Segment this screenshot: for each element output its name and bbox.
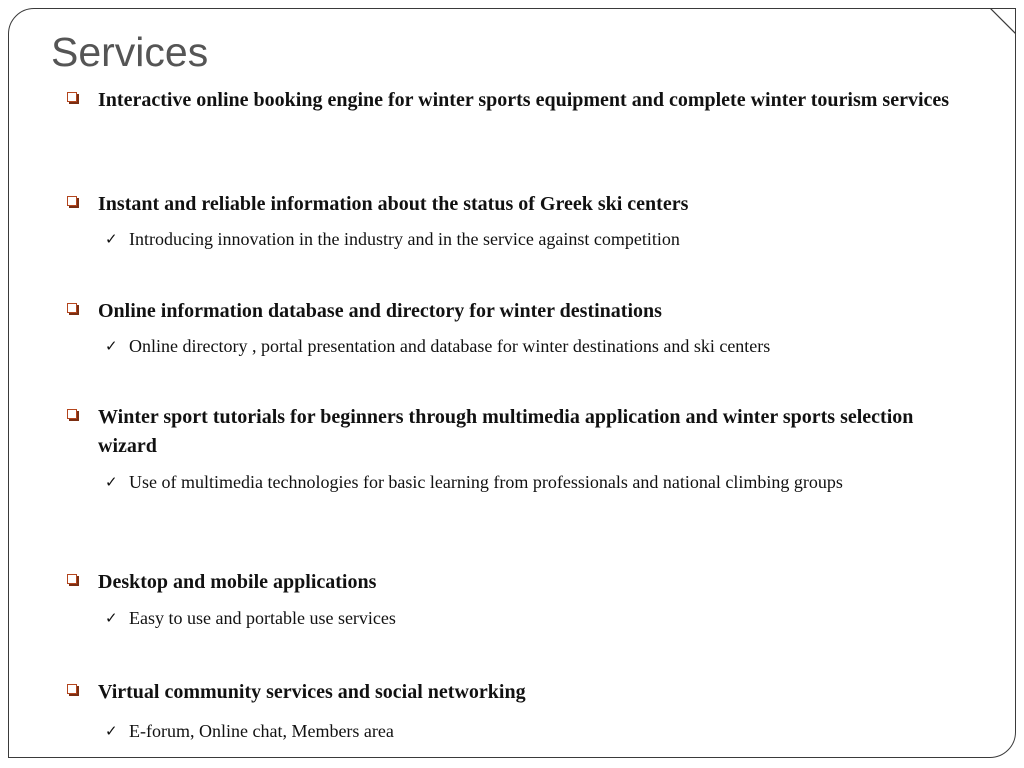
- bullet-item: [67, 678, 955, 707]
- slide-frame: [8, 8, 1016, 758]
- sub-bullet-text: Easy to use and portable use services: [129, 608, 396, 628]
- bullet-item: [67, 190, 955, 219]
- check-mark-icon: ✓: [105, 722, 118, 740]
- slide-content: [9, 9, 1015, 757]
- sub-bullet-item: [105, 225, 955, 254]
- sub-bullet-item: [105, 717, 955, 746]
- square-bullet-icon: [67, 196, 77, 206]
- sub-bullet-text: Online directory , portal presentation and database for winter destinations and ski centers: [129, 336, 771, 356]
- square-bullet-icon: [67, 574, 77, 584]
- check-mark-icon: ✓: [105, 230, 118, 248]
- bullet-item-title: Online information database and directory for winter destinations: [98, 300, 662, 322]
- bullet-item: [67, 86, 955, 115]
- check-mark-icon: ✓: [105, 473, 118, 491]
- bullet-item-title: Instant and reliable information about the status of Greek ski centers: [98, 193, 689, 215]
- bullet-item-title: Desktop and mobile applications: [98, 571, 377, 593]
- bullet-item-title: Virtual community services and social networking: [98, 681, 526, 703]
- bullet-item-title: Interactive online booking engine for winter sports equipment and complete winter tourism services: [98, 89, 950, 111]
- bullet-item: [67, 568, 955, 597]
- sub-bullet-text: Use of multimedia technologies for basic learning from professionals and national climbing groups: [129, 472, 843, 492]
- check-mark-icon: ✓: [105, 337, 118, 355]
- bullet-item: [67, 297, 955, 326]
- sub-bullet-item: [105, 332, 955, 361]
- square-bullet-icon: [67, 303, 77, 313]
- check-mark-icon: ✓: [105, 609, 118, 627]
- square-bullet-icon: [67, 92, 77, 102]
- square-bullet-icon: [67, 409, 77, 419]
- sub-bullet-text: E-forum, Online chat, Members area: [129, 721, 394, 741]
- bullet-item-title: Winter sport tutorials for beginners through multimedia application and winter sports selection wizard: [98, 406, 914, 457]
- sub-bullet-text: Introducing innovation in the industry and in the service against competition: [129, 229, 680, 249]
- sub-bullet-item: [105, 604, 955, 633]
- slide-title: Services: [51, 29, 209, 75]
- square-bullet-icon: [67, 684, 77, 694]
- bullet-item: [67, 403, 955, 461]
- sub-bullet-item: [105, 468, 955, 497]
